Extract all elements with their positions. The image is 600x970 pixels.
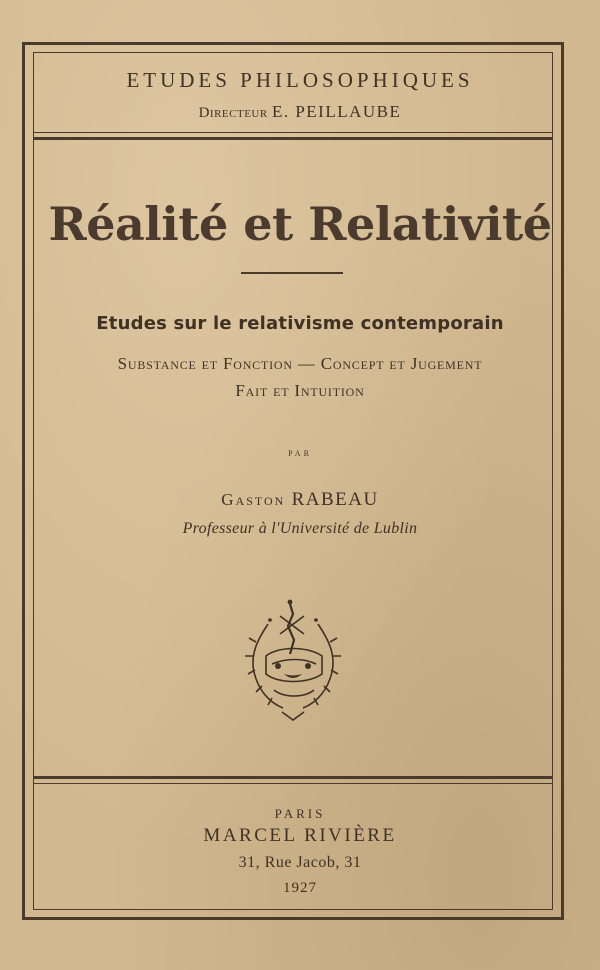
publication-year: 1927 [283,880,317,896]
publisher-emblem-icon [238,594,348,724]
inner-border [33,52,553,910]
book-subtitle: Etudes sur le relativisme contemporain [96,313,504,334]
topics-line-1: Substance et Fonction — Concept et Jugement [117,354,483,373]
author-affiliation: Professeur à l'Université de Lublin [182,520,418,537]
publisher-city: PARIS [274,806,326,821]
publisher-name: MARCEL RIVIÈRE [203,825,397,846]
series-director [0,102,600,122]
director-name: E. PEILLAUBE [271,102,402,121]
footer-divider-thick [33,776,553,779]
topics-line-2: Fait et Intuition [235,381,365,400]
book-title: Réalité et Relativité [48,197,552,251]
header-divider-thick [33,137,553,140]
series-name: ETUDES PHILOSOPHIQUES [126,68,474,92]
title-divider [241,272,343,274]
author-last-name: RABEAU [291,489,379,510]
by-label: par [288,447,312,459]
publisher-address: 31, Rue Jacob, 31 [238,854,362,871]
header-divider-thin [33,132,553,133]
author-first-name: Gaston [221,490,286,509]
footer-divider-thin [33,783,553,784]
author-name [0,489,600,511]
director-label: Directeur [198,105,268,121]
